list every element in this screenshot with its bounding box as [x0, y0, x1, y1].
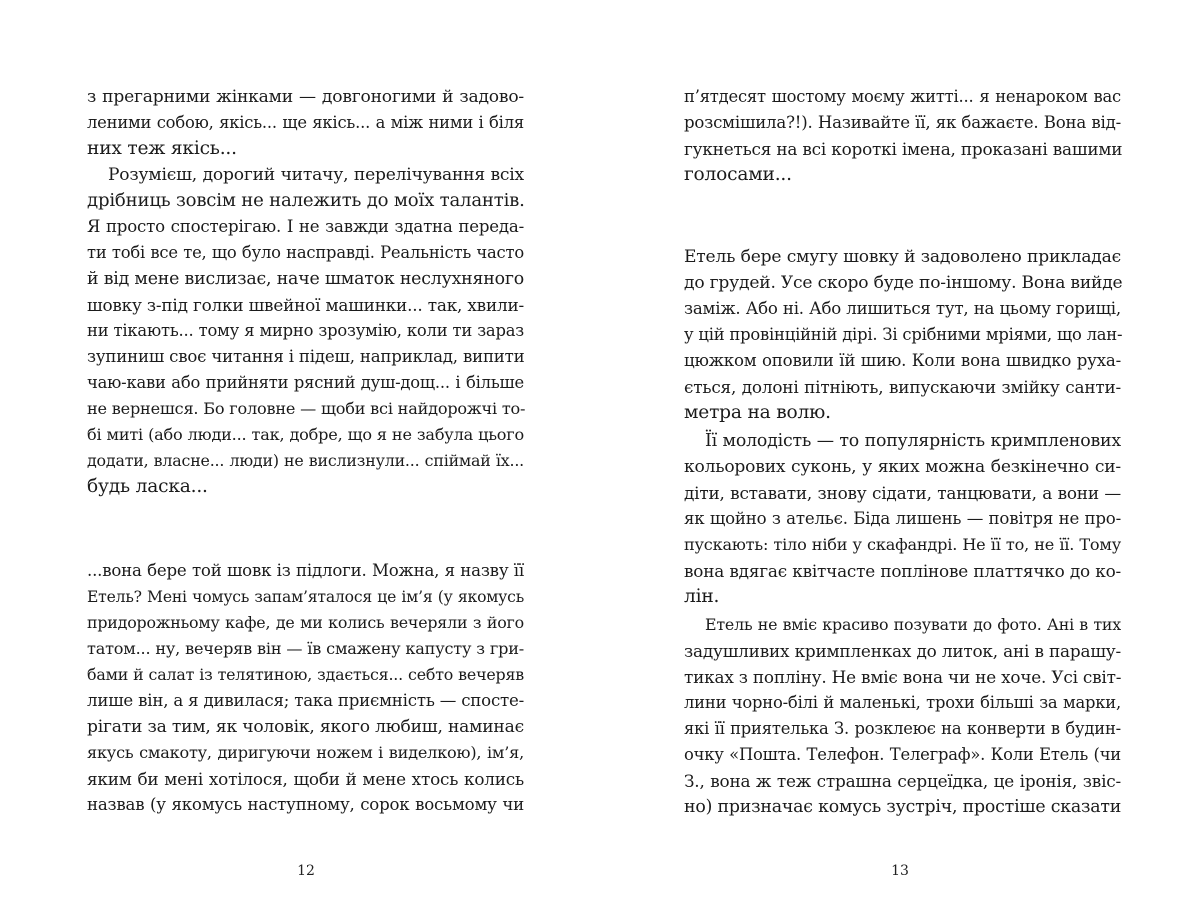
text-line: назвав (у якомусь наступному, сорок восьмому чи — [87, 795, 524, 814]
text-line: ти тобі все те, що було насправді. Реальність часто — [87, 243, 524, 262]
text-line: леними собою, якісь... ще якісь... а між ними і біля — [87, 113, 524, 132]
text-line: цюжком оповили їй шию. Коли вона швидко руха- — [684, 351, 1121, 370]
text-line: пускають: тіло ніби у скафандрі. Не її то, не її. Тому — [684, 535, 1121, 554]
text-line: ється, долоні пітніють, випускаючи змійку санти- — [684, 377, 1121, 397]
text-line: очку «Пошта. Телефон. Телеграф». Коли Етель (чи — [684, 745, 1121, 764]
text-line: бами й салат із телятиною, здається... себто вечеряв — [87, 665, 524, 684]
text-line: задушливих кримпленках до литок, ані в парашу- — [684, 641, 1121, 661]
page-number: 13 — [891, 863, 909, 879]
text-line: ...вона бере той шовк із підлоги. Можна, я назву її — [87, 561, 524, 580]
text-line: Етель бере смугу шовку й задоволено прикладає — [684, 247, 1121, 267]
text-line: п’ятдесят шостому моєму житті... я ненароком вас — [684, 87, 1121, 106]
text-line: Її молодість — то популярність кримпленових — [705, 431, 1121, 451]
text-line: яким би мені хотілося, щоби й мене хтось колись — [87, 769, 524, 789]
text-line: метра на волю. — [684, 402, 831, 423]
left-page — [0, 0, 601, 920]
text-line: З., вона ж теж страшна серцеїдка, це іронія, звіс- — [684, 771, 1121, 791]
right-page — [602, 0, 1203, 920]
text-line: Я просто спостерігаю. І не завжди здатна переда- — [87, 217, 524, 236]
text-line: татом... ну, вечеряв він — їв смажену капусту з гри- — [87, 639, 524, 658]
text-line: но) призначає комусь зустріч, простіше сказати — [684, 797, 1122, 817]
text-line: лін. — [684, 586, 720, 607]
text-line: шовку з-під голки швейної машинки... так, хвили- — [87, 295, 524, 315]
text-line: з прегарними жінками — довгоногими й задово- — [87, 87, 524, 107]
text-line: чаю-кави або прийняти рясний душ-дощ... і більше — [87, 373, 524, 392]
text-line: вона вдягає квітчасте поплінове платтячко до ко- — [684, 561, 1121, 581]
text-line: рігати за тим, як чоловік, якого любиш, наминає — [87, 717, 524, 737]
text-line: у цій провінційній дірі. Зі срібними мріями, що лан- — [684, 325, 1123, 344]
text-line: лише він, а я дивилася; така приємність — спосте- — [87, 691, 525, 710]
text-line: як щойно з ательє. Біда лишень — повітря не про- — [684, 509, 1121, 528]
text-line: голосами... — [684, 164, 792, 185]
text-line: не вернешся. Бо головне — щоби всі найдорожчі то- — [87, 399, 526, 418]
text-line: них теж якісь... — [87, 138, 237, 159]
text-line: бі миті (або люди... так, добре, що я не забула цього — [87, 425, 524, 444]
text-line: дрібниць зовсім не належить до моїх талантів. — [87, 190, 525, 211]
text-line: до грудей. Усе скоро буде по-іншому. Вона вийде — [684, 273, 1123, 293]
text-line: лини чорно-білі й маленькі, трохи більші за марки, — [684, 693, 1121, 712]
text-line: будь ласка... — [87, 476, 208, 497]
text-line: гукнеться на всі короткі імена, проказані вашими — [684, 139, 1123, 159]
text-line: зупиниш своє читання і підеш, наприклад, випити — [87, 347, 525, 366]
text-line: Розумієш, дорогий читачу, перелічування всіх — [108, 165, 524, 185]
text-line: Етель не вміє красиво позувати до фото. Ані в тих — [705, 615, 1121, 634]
text-line: які її приятелька З. розклеює на конверти в будин- — [684, 719, 1121, 738]
text-line: ни тікають... тому я мирно зрозумію, коли ти зараз — [87, 321, 524, 340]
text-line: Етель? Мені чомусь запам’яталося це ім’я (у якомусь — [87, 588, 524, 606]
text-line: тиках з попліну. Не вміє вона чи не хоче. Усі світ- — [684, 667, 1122, 687]
text-line: якусь смакоту, диригуючи ножем і виделкою), ім’я, — [87, 743, 524, 762]
text-line: придорожньому кафе, де ми колись вечеряли з його — [87, 613, 524, 632]
text-line: кольорових суконь, у яких можна безкінечно си- — [684, 457, 1121, 477]
text-line: й від мене вислизає, наче шматок неслухняного — [87, 269, 524, 289]
text-line: розсмішила?!). Називайте її, як бажаєте. Вона від- — [684, 113, 1121, 132]
page-number: 12 — [297, 863, 315, 879]
text-line: заміж. Або ні. Або лишиться тут, на цьому горищі, — [684, 299, 1121, 318]
text-line: додати, власне... люди) не вислизнули... спіймай їх... — [87, 451, 524, 470]
text-line: діти, вставати, знову сідати, танцювати, а вони — — [684, 483, 1121, 503]
